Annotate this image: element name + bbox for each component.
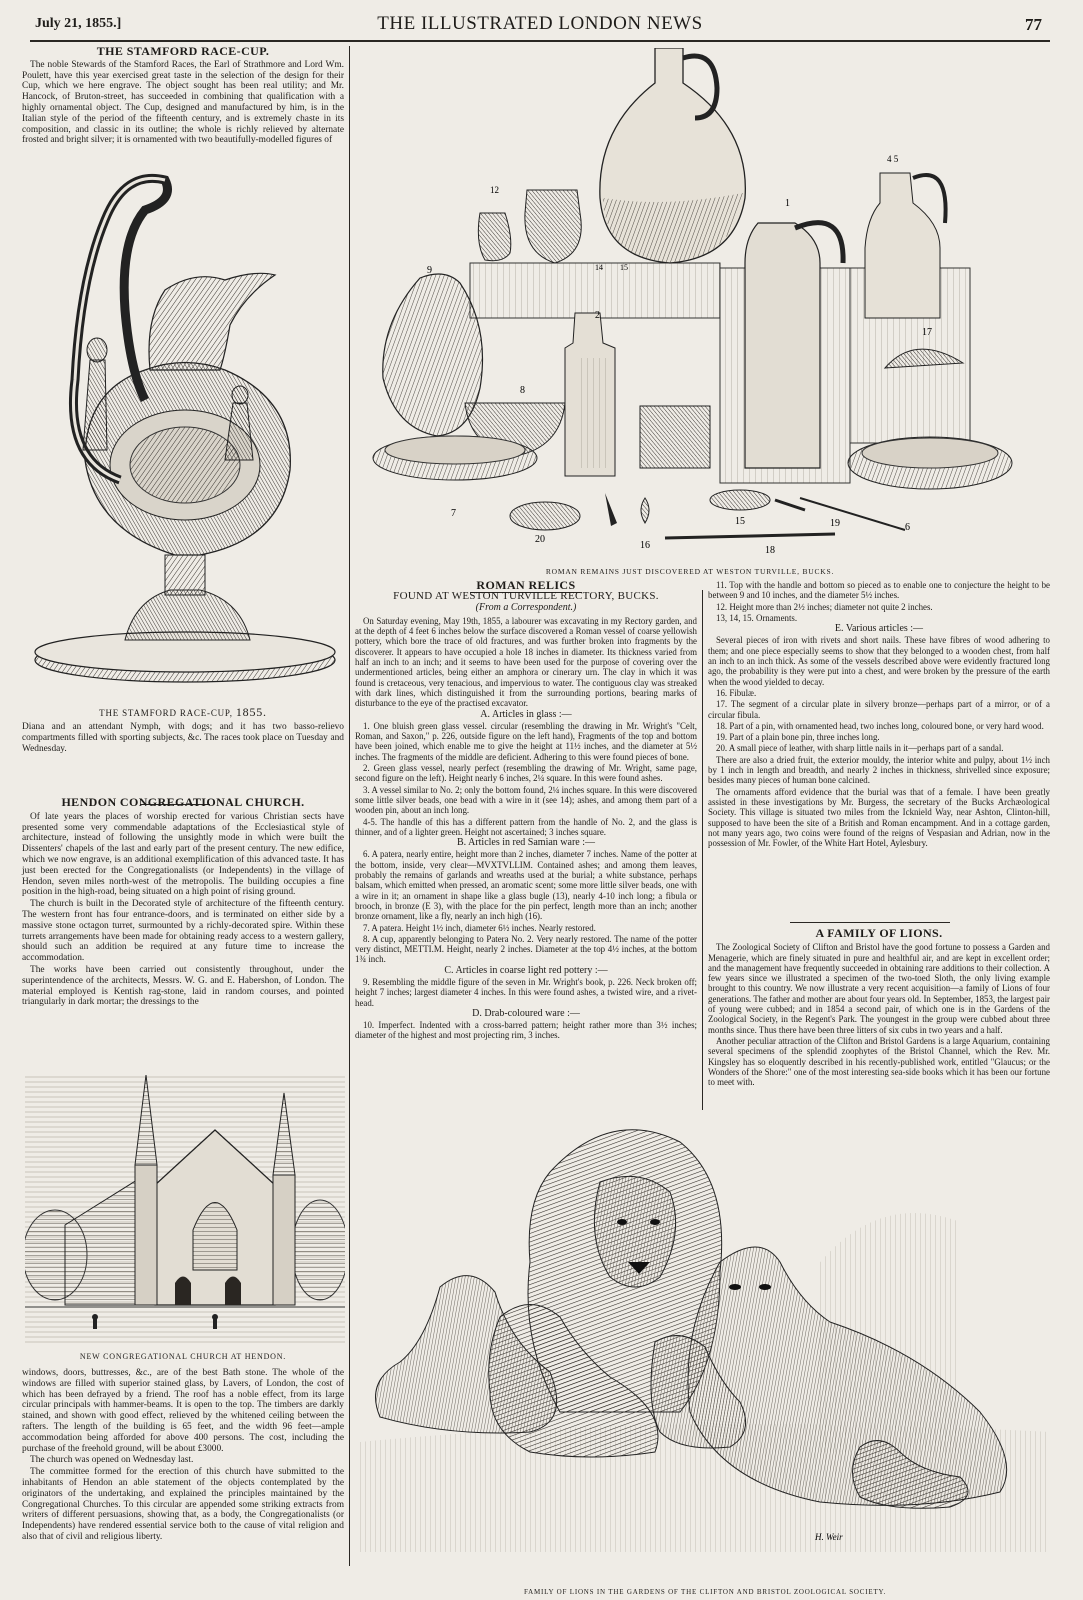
roman-item-e18: 18. Part of a pin, with ornamented head, two inches long, coloured bone, or very hard wood.: [716, 720, 1044, 731]
roman-item-d12: 12. Height more than 2½ inches; diameter not quite 2 inches.: [716, 601, 933, 612]
roman-item-d11: 11. Top with the handle and bottom so pieced as to enable one to conjecture the height to be between 9 and 10 inches, and the diameter 5½ inches.: [708, 580, 1050, 601]
roman-section-d: D. Drab-coloured ware :—: [472, 1007, 580, 1019]
fig-num-15-upper: 15: [620, 263, 628, 272]
newspaper-title: THE ILLUSTRATED LONDON NEWS: [377, 13, 703, 34]
lions-article: [708, 928, 1050, 1088]
roman-remains-caption: ROMAN REMAINS JUST DISCOVERED AT WESTON TURVILLE, BUCKS.: [545, 567, 835, 576]
church-caption: NEW CONGREGATIONAL CHURCH AT HENDON.: [79, 1352, 287, 1361]
hendon-paragraph-3: The works have been carried out consistently throughout, under the superintendence of the architects, Messrs. W. G. and E. Habershon, of London. The material employed is Kentish rag-stone, laid in random courses, and pointed triangularly in dark mortar; the dressings to the: [22, 964, 344, 1008]
lions-paragraph-1: The Zoological Society of Clifton and Bristol have the good fortune to possess a Garden and Menagerie, which are finely situated in pure and healthful air, and are kept in excellent order; and the management have frequently succeeded in obtaining rare additions to their collection. A few years since we illustrated a specimen of the two-toed Sloth, the only living example brought to this country. We now illustrate a very recent acquisition—a family of Lions of four generations. The father and mother are about four years old. In September, 1853, the largest pair of young were cubbed; and in 1854 a second pair, of which one is in the Gardens of the Zoological Society, in the Regent's Park. The youngest in the group were cubbed about three months since. Thus there have been three litters of six cubs in two years and a half.: [708, 942, 1050, 1035]
column-rule-middle: [702, 590, 703, 1110]
fig-num-12: 12: [490, 185, 499, 195]
fig-num-9: 9: [427, 265, 432, 276]
roman-item-e1: Several pieces of iron with rivets and short nails. These have fibres of wood adhering to them; and one piece especially seems to show that they belonged to a wooden chest, from half an inch to an inch thick. As some of the vessels described above were evidently fractured long ago, the probability is they were put into a chest, and were broken by the pressure of the earth when the wood yielded to decay.: [708, 635, 1050, 687]
roman-item-e22: The ornaments afford evidence that the burial was that of a female. I have been greatly assisted in these investigations by Mr. Burgess, the secretary of the Bucks Archæological Society. This village is situated two miles from the Icknield Way, near Ashton, Clinton-hill, supposed to have been the site of a British and Roman encampment. And in a cottage garden, not many years ago, two coins were found of the reigns of Vespasian and Adrian, now in the possession of Mr. Fowler, of the White Hart Hotel, Aylesbury.: [708, 786, 1050, 849]
race-cup-caption-year: 1855.: [235, 705, 267, 719]
roman-item-e19: 19. Part of a plain bone pin, three inches long.: [716, 732, 880, 743]
roman-article: [355, 580, 697, 1042]
fig-num-7: 7: [451, 508, 456, 519]
fig-num-20: 20: [535, 534, 545, 545]
stamford-continued: [22, 722, 344, 755]
roman-subheading: FOUND AT WESTON TURVILLE RECTORY, BUCKS.: [393, 590, 659, 603]
church-engraving: [25, 1055, 345, 1345]
fig-num-16: 16: [640, 540, 650, 551]
roman-item-e16: 16. Fibulæ.: [716, 687, 757, 698]
roman-article-continued: [708, 580, 1050, 849]
fig-num-6: 6: [905, 522, 910, 533]
masthead: [30, 10, 1050, 42]
fig-num-14: 14: [595, 263, 603, 272]
roman-item-b8: 8. A cup, apparently belonging to Patera No. 2. Very nearly restored. The name of the potter very distinct, METTI.M. Height, nearly 2 inches. Diameter at the top 4½ inches, at the bottom 1¾ inch.: [355, 933, 697, 965]
fig-num-4-5: 4 5: [887, 154, 899, 164]
roman-item-d10: 10. Imperfect. Indented with a cross-barred pattern; height rather more than 3½ inches; diameter of the highest and most projecting rim, 3 inches.: [355, 1020, 697, 1041]
lions-caption: FAMILY OF LIONS IN THE GARDENS OF THE CLIFTON AND BRISTOL ZOOLOGICAL SOCIETY.: [523, 1588, 887, 1596]
roman-heading: ROMAN RELICS: [476, 578, 576, 592]
hendon-heading: HENDON CONGREGATIONAL CHURCH.: [61, 795, 305, 809]
roman-byline: (From a Correspondent.): [475, 601, 577, 613]
lions-paragraph-2: Another peculiar attraction of the Clifton and Bristol Gardens is a large Aquarium, containing several specimens of the splendid zoophytes of the Bristol Channel, which the Rev. Mr. Kingsley has so eloquently described in his recently-published work, entitled "Glaucus; or the Wonders of the Shore:" one of the most interesting sea-side books which it has been our fortune to meet with.: [708, 1035, 1050, 1088]
stamford-paragraph-1: The noble Stewards of the Stamford Races, the Earl of Strathmore and Lord Wm. Poulett, have this year exercised great taste in the selection of the design for their Cup, which we here engrave. The object sought has been real utility; and Mr. Hancock, of Bruton-street, has succeeded in combining that qualification with a highly ornamental object. The Cup, designed and manufactured by him, is in the Italian style of the period of the fifteenth century, and is extremely chaste in its composition, and classic in its outline; the whole is richly relieved by alternate frosted and bright silver; it is ornamented with two beautifully-modelled figures of: [22, 59, 344, 146]
fig-num-18: 18: [765, 545, 775, 556]
fig-num-17: 17: [922, 327, 932, 338]
fig-num-2: 2: [595, 310, 600, 321]
fig-num-19: 19: [830, 518, 840, 529]
hendon-continued: [22, 1368, 344, 1544]
roman-item-e21: There are also a dried fruit, the exterior mouldy, the interior white and pulpy, about 1½ inch by 1 inch in length and breadth, and nearly 2 inches in thickness, shrivelled since exposure; besides many pieces of human bone calcined.: [708, 754, 1050, 786]
hendon-article: [22, 797, 344, 1009]
stamford-heading: THE STAMFORD RACE-CUP.: [96, 44, 270, 58]
roman-item-b6: 6. A patera, nearly entire, height more than 2 inches, diameter 7 inches. Name of the potter at the bottom, inside, very clear—MVXTVLLIM. Contained ashes; and among them leaves, probably the remains of garlands and wreaths used at the burial; a white substance, perhaps balsam, which emitted when pressed, an aromatic scent; some more little silver beads, one with a wire in it; an ornament in shape like a glass bugle (13), nearly 4-10 inch long; a fibula or brooch, in bronze (E 3), with the place for the pin perfect, length more than an inch; another bronze ornament, like a fly, nearly an inch high (16).: [355, 849, 697, 922]
roman-section-e: E. Various articles :—: [834, 623, 924, 635]
lions-heading: A FAMILY OF LIONS.: [815, 926, 943, 940]
page-number: 77: [1025, 15, 1042, 34]
race-cup-engraving: [25, 160, 345, 700]
roman-intro: On Saturday evening, May 19th, 1855, a labourer was excavating in my Rectory garden, and at the depth of 4 feet 6 inches below the surface discovered a Roman vessel of coarse yellowish pottery, which bore the trace of old fractures, and was further broken into fragments by the discoverer. It appears to have occupied a hole 18 inches in diameter. Its thickness varied from half an inch to an inch; and it seems to have been used for the purpose of covering over the undermentioned articles, being either an amphora or cinerary urn. The clay in which it was found is cretaceous, very tenacious, and impervious to water. The contiguous clay was streaked with dark lines, which distinguished it from the surrounding portions, bearing marks of disturbance to the eye of the practised excavator.: [355, 615, 697, 709]
roman-item-b7: 7. A patera. Height 1½ inch, diameter 6½ inches. Nearly restored.: [363, 922, 596, 933]
lions-engraving: [360, 1112, 1050, 1584]
roman-item-d13: 13, 14, 15. Ornaments.: [716, 612, 798, 623]
fig-num-1: 1: [785, 198, 790, 209]
hendon-paragraph-6: The committee formed for the erection of this church have submitted to the inhabitants of Hendon an able statement of the objects contemplated by the originators of the undertaking, and explained the principles maintained by the Congregational Churches. To this circular are appended some striking extracts from writers of different persuasions, showing that, as a body, the Congregationalists (or Independents) have rendered essential service both to the cause of vital religion and also that of civil and religious liberty.: [22, 1467, 344, 1542]
stamford-paragraph-2: Diana and an attendant Nymph, with dogs; and it has two basso-relievo compartments filled with sporting subjects, &c. The races took place on Tuesday and Wednesday.: [22, 722, 344, 754]
hendon-paragraph-5: The church was opened on Wednesday last.: [30, 1455, 194, 1466]
roman-section-b: B. Articles in red Samian ware :—: [456, 837, 596, 849]
roman-item-a2: 2. Green glass vessel, nearly perfect (resembling the drawing of Mr. Wright, same page, second figure on the left). Height nearly 6 inches, 2¼ square. In this were found ashes.: [355, 763, 697, 784]
hendon-paragraph-4: windows, doors, buttresses, &c., are of the best Bath stone. The whole of the windows are filled with superior stained glass, by Lavers, of London, the cost of which has been defrayed by a friend. The roof has a noble effect, from its large circular principals with hammer-beams. It is open to the top. The timbers are darkly stained, and shown with good effect, relieved by the whitened ceiling between the rafters. The length of the building is 65 feet, and the width 96 feet—ample accommodation being afforded for above 400 persons. The cost, including the purchase of the freehold ground, will be about £3000.: [22, 1368, 344, 1454]
stamford-intro: [22, 46, 344, 147]
race-cup-caption-text: THE STAMFORD RACE-CUP,: [99, 708, 236, 718]
roman-remains-engraving: [365, 48, 1020, 558]
roman-section-c: C. Articles in coarse light red pottery :—: [444, 964, 608, 976]
roman-item-c9: 9. Resembling the middle figure of the seven in Mr. Wright's book, p. 226. Neck broken off; height 7 inches; largest diameter 4 inches. In this were found ashes, a twisted wire, and a rivet-head.: [355, 976, 697, 1008]
race-cup-caption: [22, 705, 344, 720]
column-rule-left: [349, 46, 350, 1566]
issue-date: July 21, 1855.]: [35, 16, 122, 31]
engraver-signature: H. Weir: [815, 1532, 843, 1542]
fig-num-8: 8: [520, 385, 525, 396]
hendon-paragraph-2: The church is built in the Decorated style of architecture of the fifteenth century. The western front has four entrance-doors, and is terminated on either side by a massive stone octagon turret, surmounted by a richly-decorated spire. Within these turrets arrangements have been made for obtaining ready access to a western gallery, should such an addition be required at any future time to increase the accommodation.: [22, 899, 344, 964]
section-rule-lions: [790, 922, 950, 923]
fig-num-15: 15: [735, 516, 745, 527]
roman-section-a: A. Articles in glass :—: [480, 708, 572, 720]
roman-item-a1: 1. One bluish green glass vessel. circular (resembling the drawing in Mr. Wright's "Celt, Roman, and Saxon," p. 226, outside figure on the left hand), Fragments of the top and bottom have been joined, which enable me to give the height at 11½ inches, and the diameter at 5½ inches. The fragments of the middle are deficient. Adhering to this were found pieces of bone.: [355, 720, 697, 762]
roman-item-e17: 17. The segment of a circular plate in silvery bronze—perhaps part of a mirror, or of a circular fibula.: [708, 699, 1050, 720]
roman-item-a3: 3. A vessel similar to No. 2; only the bottom found, 2¼ inches square. In this were discovered some little silver beads, one bead with a wire in it (see 14); ashes, and among them part of a wooden pin, about an inch long.: [355, 784, 697, 816]
roman-item-a45: 4-5. The handle of this has a different pattern from the handle of No. 2, and the glass is thinner, and of a lighter green. Height not ascertained; 3 inches square.: [355, 816, 697, 837]
hendon-paragraph-1: Of late years the places of worship erected for various Christian sects have presented some very commendable adaptations of the Ecclesiastical style of architecture, instead of following the unsightly mode in which were built the Dissenters' chapels of the last and early part of the present century. The new edifice, which we now engrave, is an additional exemplification of this advanced taste. It has just been erected for the Congregationalists (or Independents) in the village of Hendon, seven miles north-west of the metropolis. The building occupies a fine position in the high-road, being situated on a high point of rising ground.: [22, 811, 344, 898]
roman-item-e20: 20. A small piece of leather, with sharp little nails in it—perhaps part of a sandal.: [716, 743, 1004, 754]
